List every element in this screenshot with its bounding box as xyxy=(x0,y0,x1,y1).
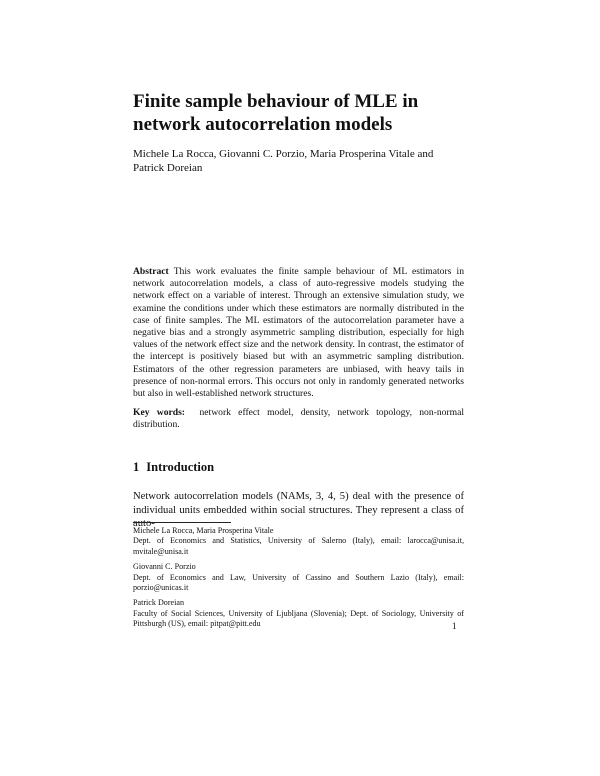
footnote-rule xyxy=(133,522,231,523)
footnote xyxy=(133,562,464,593)
abstract-text: This work evaluates the finite sample behaviour of ML estimators in network autocorrelation models, a class of auto-regressive models studying the network effect on a variable of interest. Through an extensive simulation study, we examine the conditions under which these estimators are normally distributed in the case of finite samples. The ML estimators of the autocorrelation parameter have a negative bias and a strongly asymmetric sampling distribution, especially for high values of the network effect size and the network density. In contrast, the estimator of the intercept is positively biased but with an asymmetric sampling distribution. Estimators of the other regression parameters are unbiased, with heavy tails in presence of non-normal errors. This occurs not only in randomly generated networks but also in well-established network structures. xyxy=(133,266,465,400)
footnote xyxy=(133,598,464,629)
keywords xyxy=(133,407,464,431)
section-number: 1 xyxy=(133,460,140,474)
footnote-affiliation: Dept. of Economics and Statistics, University of Salerno (Italy), email: larocca@unisa.it, mvitale@unisa.it xyxy=(133,536,464,556)
page-number: 1 xyxy=(452,621,457,631)
paper-title: Finite sample behaviour of MLE in network autocorrelation models xyxy=(133,91,419,135)
footnote-name: Patrick Doreian xyxy=(133,598,185,608)
footnote-name: Giovanni C. Porzio xyxy=(133,562,196,572)
footnote-affiliation: Faculty of Social Sciences, University of Ljubljana (Slovenia); Dept. of Sociology, University of Pittsburgh (US), email: pitpat@pitt.edu xyxy=(133,608,464,629)
abstract xyxy=(133,266,464,400)
keywords-text: network effect model, density, network topology, non-normal distribution. xyxy=(133,407,464,431)
keywords-label: Key words: xyxy=(133,407,186,418)
author-list: Michele La Rocca, Giovanni C. Porzio, Maria Prosperina Vitale and Patrick Doreian xyxy=(133,148,434,174)
footnote xyxy=(133,526,464,557)
footnotes xyxy=(133,526,464,635)
section-title: Introduction xyxy=(146,460,215,474)
footnote-affiliation: Dept. of Economics and Law, University of Cassino and Southern Lazio (Italy), email: porzio@unicas.it xyxy=(133,572,464,593)
footnote-name: Michele La Rocca, Maria Prosperina Vitale xyxy=(133,526,274,535)
section-heading xyxy=(133,460,463,475)
abstract-label: Abstract xyxy=(133,266,169,277)
intro-paragraph: Network autocorrelation models (NAMs, 3, 4, 5) deal with the presence of individual units embedded within social structures. They represent a class of auto- xyxy=(133,491,464,529)
